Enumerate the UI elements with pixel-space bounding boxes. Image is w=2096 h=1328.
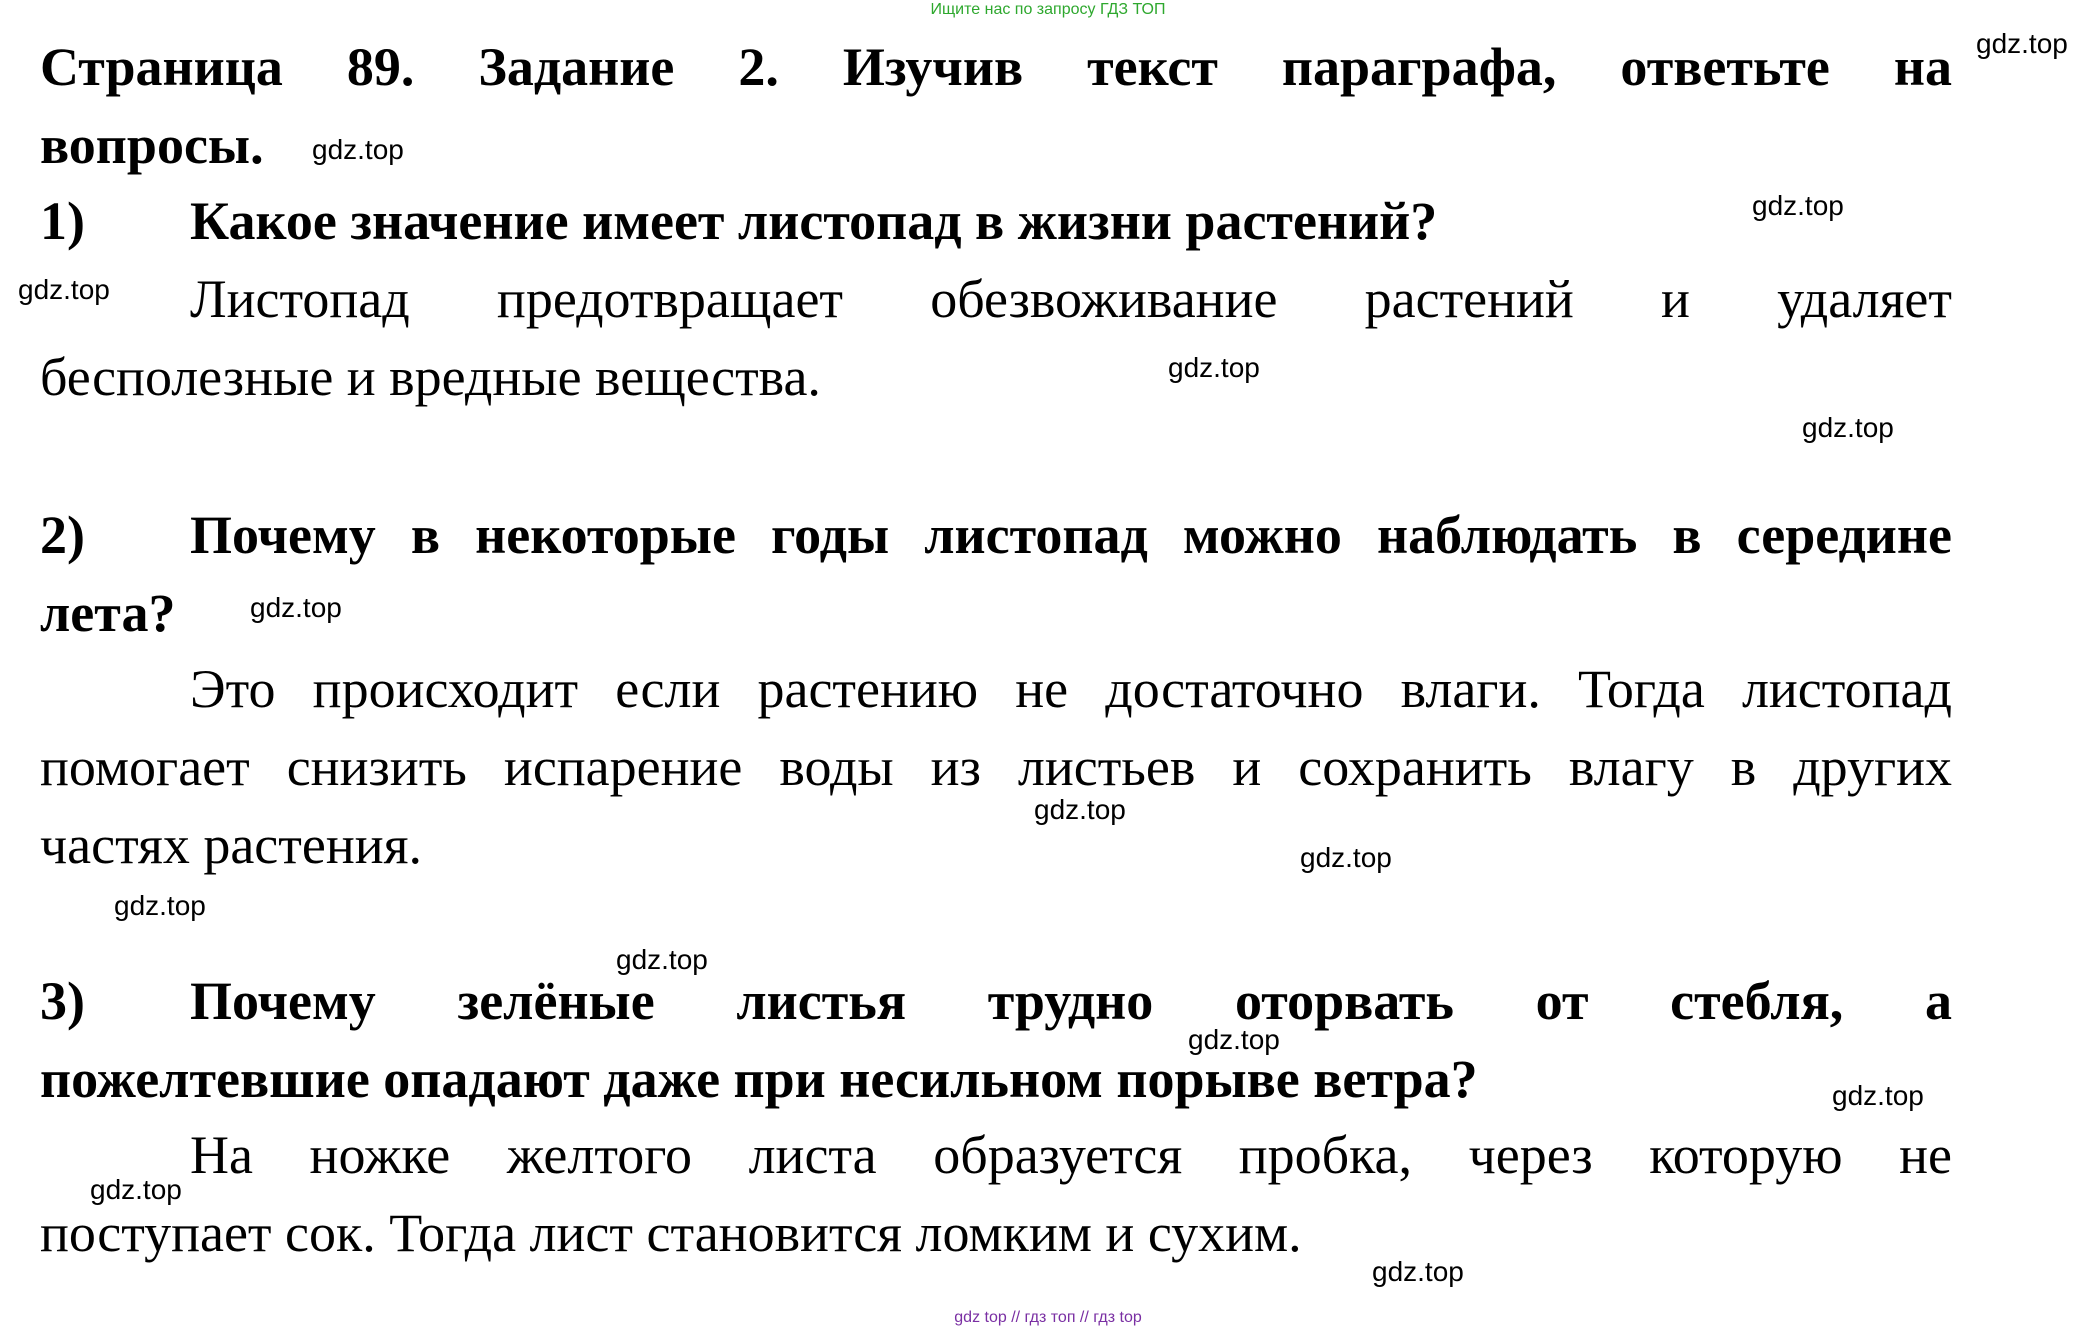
answer-3-line-2: поступает сок. Тогда лист становится ломким и сухим. — [40, 1203, 1302, 1263]
answer-3-text-1: На ножке желтого листа образуется пробка, через которую не — [190, 1125, 1952, 1185]
question-2-line-2: лета? — [40, 583, 176, 643]
question-2-number: 2) — [40, 505, 85, 565]
watermark: gdz.top — [1802, 412, 1894, 443]
answer-1-line-2: бесполезные и вредные вещества. — [40, 347, 821, 407]
bottom-banner: gdz top // гдз топ // гдз top — [954, 1309, 1142, 1326]
watermark: gdz.top — [1168, 352, 1260, 383]
top-banner: Ищите нас по запросу ГДЗ ТОП — [930, 1, 1166, 18]
question-1-text: Какое значение имеет листопад в жизни растений? — [190, 191, 1438, 251]
watermark: gdz.top — [250, 592, 342, 623]
watermark: gdz.top — [1976, 28, 2068, 59]
watermark: gdz.top — [1034, 794, 1126, 825]
answer-2-line-3: частях растения. — [40, 815, 422, 875]
watermark: gdz.top — [90, 1174, 182, 1205]
watermark: gdz.top — [1832, 1080, 1924, 1111]
answer-2-line-1 — [40, 650, 1952, 728]
watermark: gdz.top — [1300, 842, 1392, 873]
answer-2-text-1: Это происходит если растению не достаточно влаги. Тогда листопад — [190, 659, 1952, 719]
question-3-number: 3) — [40, 971, 85, 1031]
question-2-line-1 — [40, 496, 1952, 574]
watermark: gdz.top — [18, 274, 110, 305]
watermark: gdz.top — [1188, 1024, 1280, 1055]
answer-2-line-2: помогает снизить испарение воды из листьев и сохранить влагу в других — [40, 737, 1952, 797]
watermark: gdz.top — [616, 944, 708, 975]
watermark: gdz.top — [1752, 190, 1844, 221]
watermark: gdz.top — [114, 890, 206, 921]
question-1-number: 1) — [40, 191, 85, 251]
question-3-line-1 — [40, 962, 1952, 1040]
question-1 — [40, 182, 1952, 260]
page-heading-line-1: Страница 89. Задание 2. Изучив текст параграфа, ответьте на — [40, 37, 1952, 97]
question-3-text-1: Почему зелёные листья трудно оторвать от стебля, а — [190, 971, 1952, 1031]
question-2-text-1: Почему в некоторые годы листопад можно наблюдать в середине — [190, 505, 1952, 565]
watermark: gdz.top — [312, 134, 404, 165]
answer-3-line-1 — [40, 1116, 1952, 1194]
answer-1-text-1: Листопад предотвращает обезвоживание растений и удаляет — [190, 269, 1952, 329]
page-heading-line-2: вопросы. — [40, 115, 264, 175]
watermark: gdz.top — [1372, 1256, 1464, 1287]
answer-1-line-1 — [40, 260, 1952, 338]
question-3-line-2: пожелтевшие опадают даже при несильном порыве ветра? — [40, 1049, 1478, 1109]
